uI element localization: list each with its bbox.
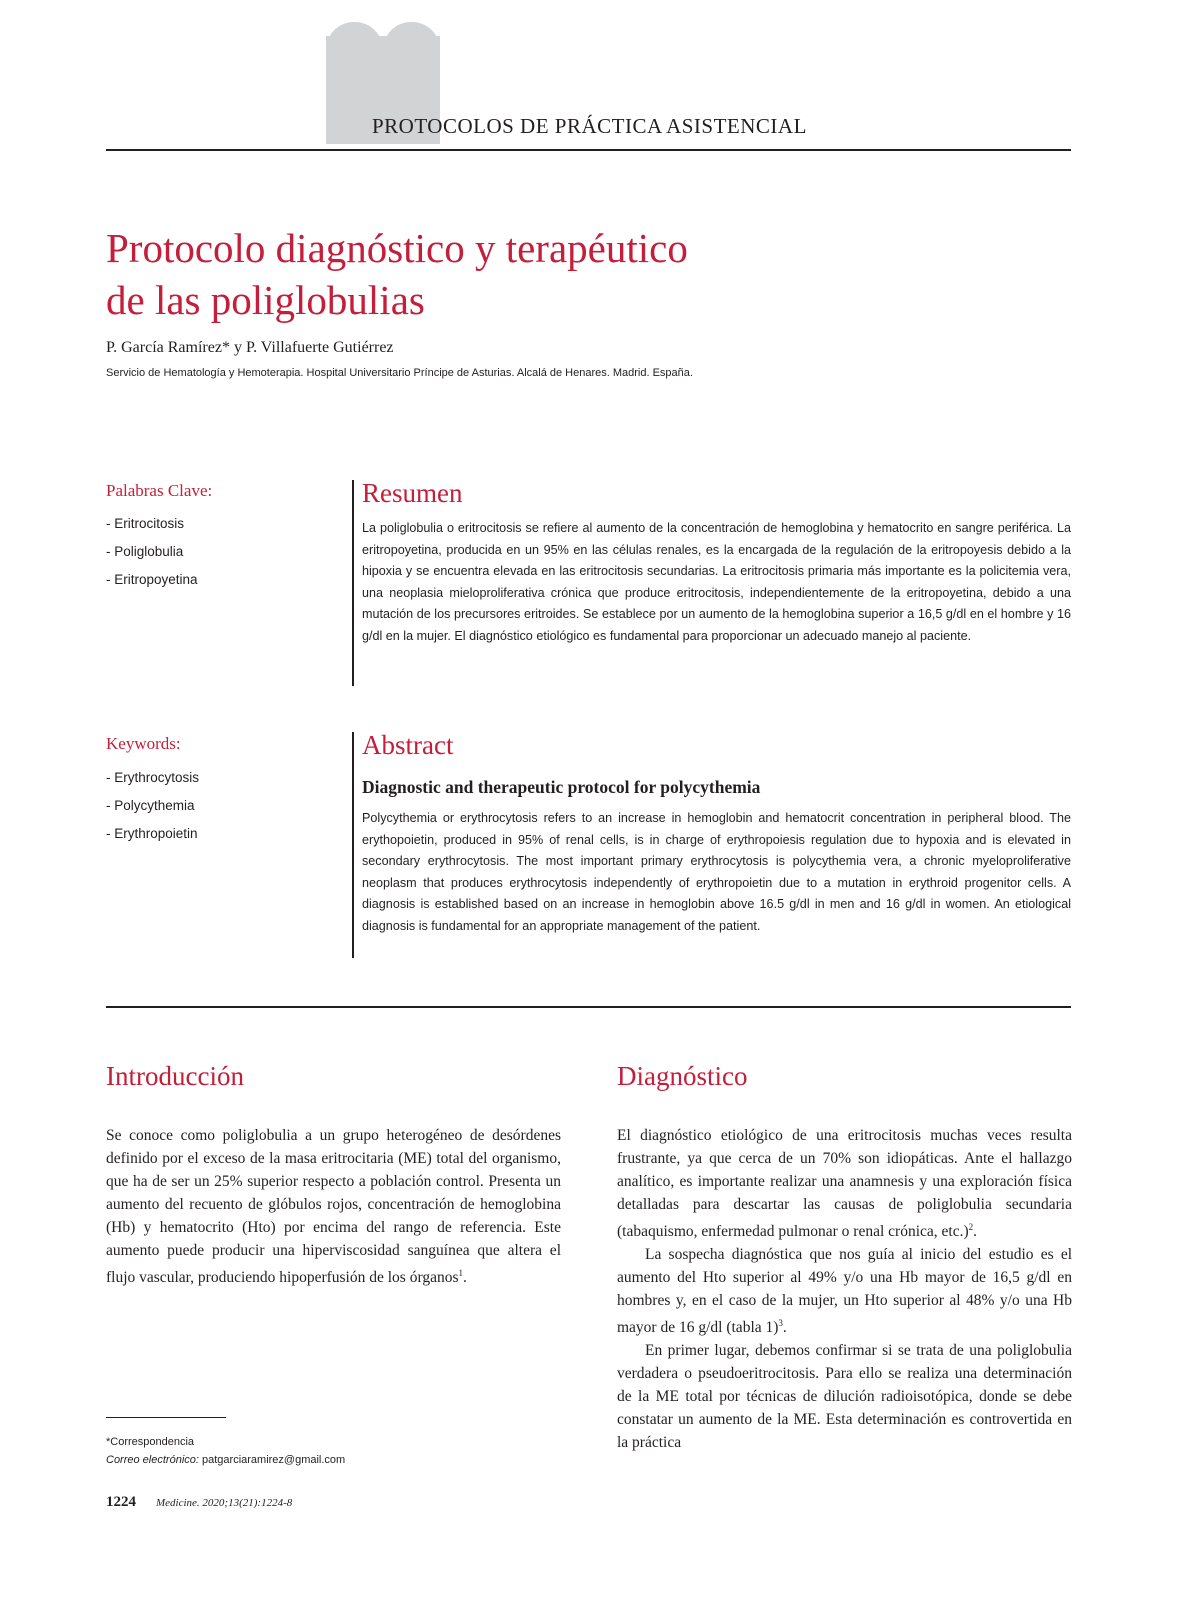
introduccion-body [106,1124,561,1289]
authors: P. García Ramírez* y P. Villafuerte Gutiérrez [106,339,394,356]
keyword-es-item: - Poliglobulia [106,544,184,559]
keywords-en-heading: Keywords: [106,734,181,753]
email-address[interactable]: patgarciaramirez@gmail.com [202,1454,346,1466]
keyword-en-item: - Erythrocytosis [106,770,200,785]
page-number: 1224 [106,1494,136,1510]
resumen-heading: Resumen [362,478,463,508]
diagnostico-paragraph: La sospecha diagnóstica que nos guía al inicio del estudio es el aumento del Hto superior al 49% y/o una Hb mayor de 16,5 g/dl en hombres y, en el caso de la mujer, un Hto superior al 48% y/o una Hb mayor de 16 g/dl (tabla 1)$^3$. [617,1246,1072,1337]
keyword-en-item: - Erythropoietin [106,826,198,841]
keywords-es-list [106,510,198,594]
abstract-subtitle: Diagnostic and therapeutic protocol for polycythemia [362,777,761,797]
resumen-divider [352,480,354,686]
reference-mark: 1 [458,1268,464,1278]
email-label: Correo electrónico: [106,1454,199,1466]
keyword-es-item: - Eritropoyetina [106,572,198,587]
diagnostico-paragraph: El diagnóstico etiológico de una eritrocitosis muchas veces resulta frustrante, ya que cerca de un 70% son idiopáticas. Ante el hallazgo analítico, es importante realizar una anamnesis y una exploración física detalladas para descartar las causas de poliglobulia secundaria (tabaquismo, enfermedad pulmonar o renal crónica, etc.)$^2$. [617,1127,1072,1241]
footnote-rule [106,1417,226,1418]
footnote-email [106,1454,345,1466]
reference-mark: 2 [968,1222,974,1232]
title-line-1: Protocolo diagnóstico y terapéutico [106,225,688,271]
keyword-en-item: - Polycythemia [106,798,195,813]
footnote-correspondence: *Correspondencia [106,1436,195,1448]
abstract-divider [352,732,354,958]
reference-mark: 3 [778,1318,783,1329]
keywords-en-list [106,764,199,848]
section-rule [106,1006,1071,1008]
title-line-2: de las poliglobulias [106,277,425,323]
keywords-es-heading: Palabras Clave: [106,481,213,500]
header-rule [106,149,1071,151]
resumen-text: La poliglobulia o eritrocitosis se refiere al aumento de la concentración de hemoglobina y hematocrito en sangre periférica. La eritropoyetina, producida en un 95% en las células renales, es la encargada de la regulación de la eritropoyesis debido a la hipoxia y se encuentra elevada en las eritrocitosis secundarias. La eritrocitosis primaria más importante es la policitemia vera, una neoplasia mieloproliferativa crónica que produce eritrocitosis, independientemente de la eritropoyetina, debido a una mutación de los precursores eritroides. Se establece por un aumento de la hemoglobina superior a 16,5 g/dl en el hombre y 16 g/dl en la mujer. El diagnóstico etiológico es fundamental para proporcionar un adecuado manejo al paciente. [362,521,1071,643]
article-title [106,222,1006,326]
keyword-es-item: - Eritrocitosis [106,516,185,531]
affiliation: Servicio de Hematología y Hemoterapia. Hospital Universitario Príncipe de Asturias. Alcalá de Henares. Madrid. España. [106,367,693,379]
diagnostico-body [617,1124,1072,1454]
introduccion-heading: Introducción [106,1061,244,1091]
abstract-heading: Abstract [362,730,454,760]
tab-bump-left [326,22,383,62]
abstract-text: Polycythemia or erythrocytosis refers to an increase in hemoglobin and hematocrit concentration in peripheral blood. The erythopoietin, produced in 95% of renal cells, is in charge of erythropoiesis regulation due to hypoxia and is elevated in secondary erythrocytosis. The most important primary erythrocytosis is polycythemia vera, a chronic myeloproliferative neoplasm that produces erythrocytosis independently of erythropoietin due to a mutation in erythroid progenitor cells. A diagnosis is established based on an increase in hemoglobin above 16.5 g/dl in men and 16 g/dl in women. An etiological diagnosis is fundamental for an appropriate management of the patient. [362,811,1071,933]
journal-citation: Medicine. 2020;13(21):1224-8 [156,1497,293,1509]
section-heading: PROTOCOLOS DE PRÁCTICA ASISTENCIAL [372,114,807,138]
diagnostico-paragraph: En primer lugar, debemos confirmar si se trata de una poliglobulia verdadera o pseudoeritrocitosis. Para ello se realiza una determinación de la ME total por técnicas de dilución radioisotópica, donde se debe constatar un aumento de la ME. Esta determinación es controvertida en la práctica [617,1342,1072,1452]
introduccion-paragraph: Se conoce como poliglobulia a un grupo heterogéneo de desórdenes definido por el exceso de la masa eritrocitaria (ME) total del organismo, que ha de ser un 25% superior respecto a población control. Presenta un aumento del recuento de glóbulos rojos, concentración de hemoglobina (Hb) y hematocrito (Hto) por encima del rango de referencia. Este aumento puede producir una hiperviscosidad sanguínea que altera el flujo vascular, produciendo hipoperfusión de los órganos$^1$. [106,1127,561,1287]
tab-bump-right [383,22,440,62]
diagnostico-heading: Diagnóstico [617,1061,748,1091]
